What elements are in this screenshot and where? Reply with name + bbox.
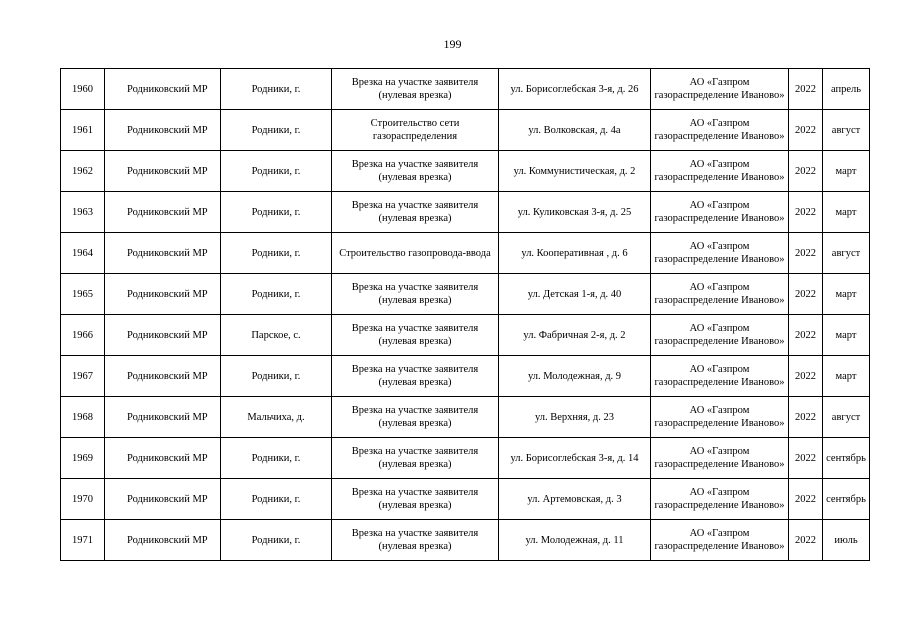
month-cell: март	[823, 356, 870, 397]
year-cell: 2022	[789, 438, 823, 479]
table-row	[61, 110, 870, 151]
organization-cell: АО «Газпром газораспределение Иваново»	[651, 192, 789, 233]
address-cell: ул. Артемовская, д. 3	[499, 479, 651, 520]
row-number-cell: 1967	[61, 356, 105, 397]
work-type-cell: Врезка на участке заявителя (нулевая врезка)	[332, 192, 499, 233]
row-number-cell: 1962	[61, 151, 105, 192]
organization-cell: АО «Газпром газораспределение Иваново»	[651, 356, 789, 397]
work-type-cell: Врезка на участке заявителя (нулевая врезка)	[332, 479, 499, 520]
year-cell: 2022	[789, 69, 823, 110]
table-row	[61, 479, 870, 520]
address-cell: ул. Борисоглебская 3-я, д. 26	[499, 69, 651, 110]
settlement-cell: Мальчиха, д.	[221, 397, 332, 438]
settlement-cell: Родники, г.	[221, 69, 332, 110]
gasification-table	[60, 68, 870, 561]
table-row	[61, 315, 870, 356]
settlement-cell: Родники, г.	[221, 110, 332, 151]
address-cell: ул. Верхняя, д. 23	[499, 397, 651, 438]
table-row	[61, 438, 870, 479]
organization-cell: АО «Газпром газораспределение Иваново»	[651, 274, 789, 315]
table-row	[61, 151, 870, 192]
work-type-cell: Строительство газопровода-ввода	[332, 233, 499, 274]
year-cell: 2022	[789, 151, 823, 192]
district-cell: Родниковский МР	[105, 233, 221, 274]
address-cell: ул. Детская 1-я, д. 40	[499, 274, 651, 315]
month-cell: апрель	[823, 69, 870, 110]
table-row	[61, 69, 870, 110]
year-cell: 2022	[789, 110, 823, 151]
organization-cell: АО «Газпром газораспределение Иваново»	[651, 438, 789, 479]
table-row	[61, 192, 870, 233]
year-cell: 2022	[789, 479, 823, 520]
year-cell: 2022	[789, 520, 823, 561]
table-row	[61, 520, 870, 561]
work-type-cell: Врезка на участке заявителя (нулевая врезка)	[332, 397, 499, 438]
district-cell: Родниковский МР	[105, 110, 221, 151]
address-cell: ул. Фабричная 2-я, д. 2	[499, 315, 651, 356]
year-cell: 2022	[789, 356, 823, 397]
table-body	[61, 69, 870, 561]
settlement-cell: Родники, г.	[221, 356, 332, 397]
row-number-cell: 1970	[61, 479, 105, 520]
row-number-cell: 1960	[61, 69, 105, 110]
address-cell: ул. Молодежная, д. 9	[499, 356, 651, 397]
month-cell: июль	[823, 520, 870, 561]
organization-cell: АО «Газпром газораспределение Иваново»	[651, 151, 789, 192]
district-cell: Родниковский МР	[105, 438, 221, 479]
address-cell: ул. Молодежная, д. 11	[499, 520, 651, 561]
settlement-cell: Родники, г.	[221, 233, 332, 274]
table-row	[61, 233, 870, 274]
work-type-cell: Строительство сети газораспределения	[332, 110, 499, 151]
month-cell: август	[823, 110, 870, 151]
year-cell: 2022	[789, 192, 823, 233]
table-row	[61, 356, 870, 397]
district-cell: Родниковский МР	[105, 315, 221, 356]
settlement-cell: Парское, с.	[221, 315, 332, 356]
organization-cell: АО «Газпром газораспределение Иваново»	[651, 69, 789, 110]
work-type-cell: Врезка на участке заявителя (нулевая врезка)	[332, 356, 499, 397]
year-cell: 2022	[789, 274, 823, 315]
month-cell: август	[823, 233, 870, 274]
month-cell: март	[823, 274, 870, 315]
organization-cell: АО «Газпром газораспределение Иваново»	[651, 397, 789, 438]
month-cell: март	[823, 192, 870, 233]
month-cell: сентябрь	[823, 438, 870, 479]
month-cell: август	[823, 397, 870, 438]
district-cell: Родниковский МР	[105, 479, 221, 520]
work-type-cell: Врезка на участке заявителя (нулевая врезка)	[332, 151, 499, 192]
row-number-cell: 1966	[61, 315, 105, 356]
row-number-cell: 1965	[61, 274, 105, 315]
table-row	[61, 397, 870, 438]
year-cell: 2022	[789, 315, 823, 356]
address-cell: ул. Борисоглебская 3-я, д. 14	[499, 438, 651, 479]
work-type-cell: Врезка на участке заявителя (нулевая врезка)	[332, 315, 499, 356]
organization-cell: АО «Газпром газораспределение Иваново»	[651, 110, 789, 151]
work-type-cell: Врезка на участке заявителя (нулевая врезка)	[332, 438, 499, 479]
row-number-cell: 1961	[61, 110, 105, 151]
work-type-cell: Врезка на участке заявителя (нулевая врезка)	[332, 69, 499, 110]
month-cell: сентябрь	[823, 479, 870, 520]
district-cell: Родниковский МР	[105, 151, 221, 192]
address-cell: ул. Коммунистическая, д. 2	[499, 151, 651, 192]
settlement-cell: Родники, г.	[221, 520, 332, 561]
row-number-cell: 1963	[61, 192, 105, 233]
work-type-cell: Врезка на участке заявителя (нулевая врезка)	[332, 274, 499, 315]
work-type-cell: Врезка на участке заявителя (нулевая врезка)	[332, 520, 499, 561]
settlement-cell: Родники, г.	[221, 151, 332, 192]
row-number-cell: 1964	[61, 233, 105, 274]
district-cell: Родниковский МР	[105, 274, 221, 315]
row-number-cell: 1971	[61, 520, 105, 561]
month-cell: март	[823, 315, 870, 356]
settlement-cell: Родники, г.	[221, 192, 332, 233]
district-cell: Родниковский МР	[105, 356, 221, 397]
organization-cell: АО «Газпром газораспределение Иваново»	[651, 233, 789, 274]
row-number-cell: 1968	[61, 397, 105, 438]
settlement-cell: Родники, г.	[221, 438, 332, 479]
organization-cell: АО «Газпром газораспределение Иваново»	[651, 315, 789, 356]
address-cell: ул. Волковская, д. 4а	[499, 110, 651, 151]
year-cell: 2022	[789, 397, 823, 438]
settlement-cell: Родники, г.	[221, 479, 332, 520]
organization-cell: АО «Газпром газораспределение Иваново»	[651, 520, 789, 561]
organization-cell: АО «Газпром газораспределение Иваново»	[651, 479, 789, 520]
year-cell: 2022	[789, 233, 823, 274]
district-cell: Родниковский МР	[105, 192, 221, 233]
district-cell: Родниковский МР	[105, 520, 221, 561]
address-cell: ул. Кооперативная , д. 6	[499, 233, 651, 274]
table-row	[61, 274, 870, 315]
address-cell: ул. Куликовская 3-я, д. 25	[499, 192, 651, 233]
district-cell: Родниковский МР	[105, 69, 221, 110]
page-number: 199	[443, 37, 462, 51]
settlement-cell: Родники, г.	[221, 274, 332, 315]
month-cell: март	[823, 151, 870, 192]
row-number-cell: 1969	[61, 438, 105, 479]
district-cell: Родниковский МР	[105, 397, 221, 438]
